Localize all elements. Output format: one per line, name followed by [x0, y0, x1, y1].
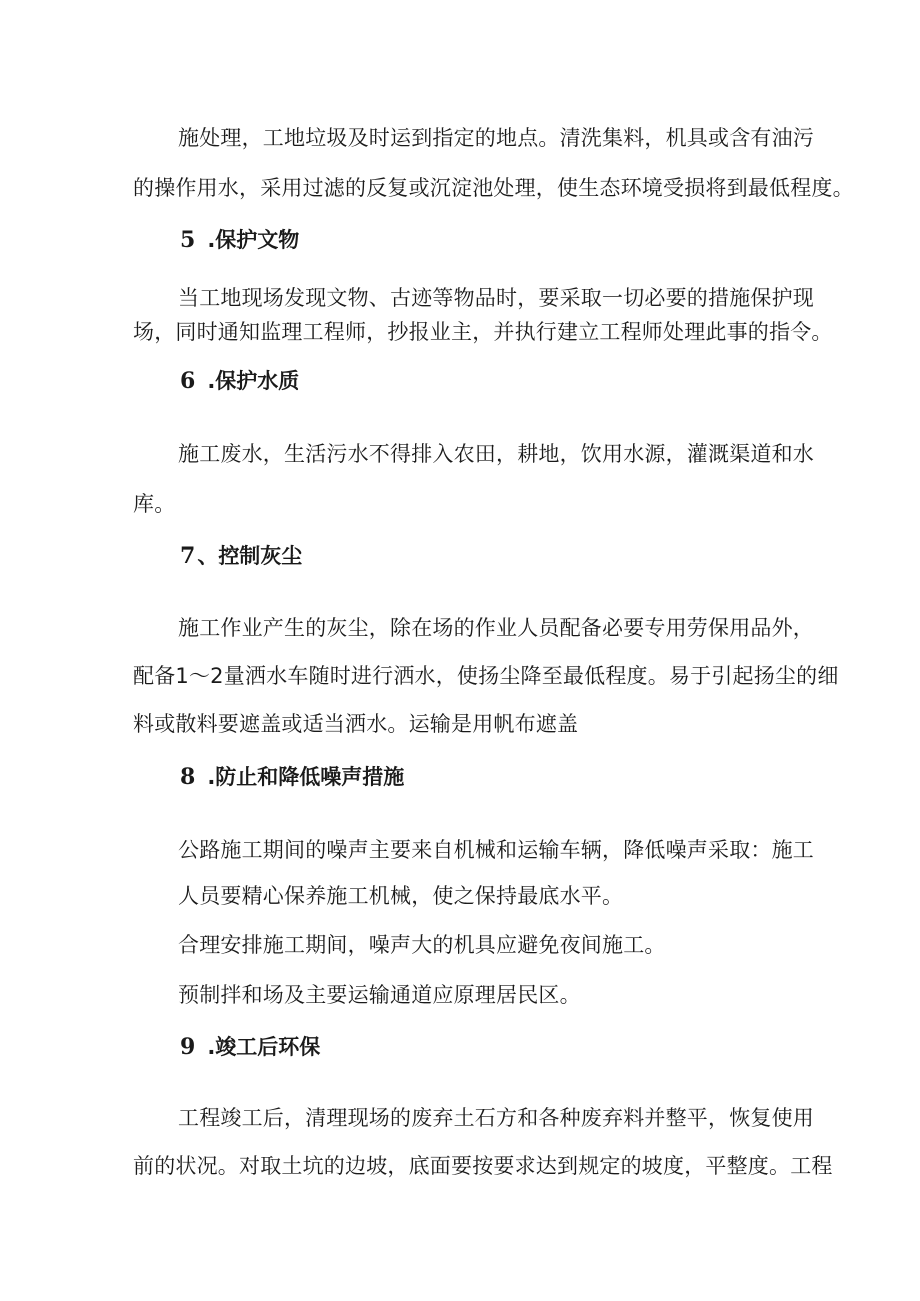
section-number: 8 [180, 764, 196, 790]
section-number: 9 [180, 1034, 196, 1060]
paragraph-line: 施工废水，生活污水不得排入农田，耕地，饮用水源，灌溉渠道和水 [178, 442, 814, 466]
section-title: 控制灰尘 [218, 544, 303, 568]
paragraph-line: 合理安排施工期间，噪声大的机具应避免夜间施工。 [178, 933, 666, 957]
section-separator: 、 [197, 544, 219, 568]
section-title: 保护水质 [215, 369, 300, 393]
section-number: 5 [180, 227, 196, 253]
paragraph-line: 公路施工期间的噪声主要来自机械和运输车辆，降低噪声采取：施工 [178, 838, 814, 862]
section-separator: . [207, 369, 216, 393]
section-heading-8 [180, 763, 404, 791]
paragraph-line: 工程竣工后，清理现场的废弃土石方和各种废弃料并整平，恢复使用 [178, 1106, 814, 1130]
paragraph-line: 库。 [133, 492, 176, 516]
section-number: 6 [180, 368, 196, 394]
section-heading-9 [180, 1033, 320, 1061]
section-heading-5 [180, 226, 299, 254]
section-title: 防止和降低噪声措施 [215, 765, 405, 789]
section-separator: . [207, 765, 216, 789]
paragraph-line: 预制拌和场及主要运输通道应原理居民区。 [178, 983, 581, 1007]
paragraph-line: 人员要精心保养施工机械，使之保持最底水平。 [178, 884, 624, 908]
section-title: 保护文物 [215, 228, 300, 252]
paragraph-line: 料或散料要遮盖或适当洒水。运输是用帆布遮盖 [133, 712, 579, 736]
paragraph-line: 前的状况。对取土坑的边坡，底面要按要求达到规定的坡度，平整度。工程 [133, 1154, 833, 1178]
paragraph-line: 当工地现场发现文物、古迹等物品时，要采取一切必要的措施保护现 [178, 286, 814, 310]
section-number: 7 [180, 543, 196, 569]
section-separator: . [207, 228, 216, 252]
section-separator: . [207, 1035, 216, 1059]
paragraph-line: 的操作用水，采用过滤的反复或沉淀池处理，使生态环境受损将到最低程度。 [133, 176, 854, 200]
section-heading-6 [180, 367, 299, 395]
paragraph-line: 配备1～2量洒水车随时进行洒水，使扬尘降至最低程度。易于引起扬尘的细 [133, 664, 839, 688]
paragraph-line: 场，同时通知监理工程师，抄报业主，并执行建立工程师处理此事的指令。 [133, 320, 833, 344]
paragraph-line: 施工作业产生的灰尘，除在场的作业人员配备必要专用劳保用品外， [178, 616, 814, 640]
section-title: 竣工后环保 [215, 1035, 321, 1059]
paragraph-line: 施处理，工地垃圾及时运到指定的地点。清洗集料，机具或含有油污 [178, 126, 814, 150]
section-heading-7 [180, 542, 302, 570]
